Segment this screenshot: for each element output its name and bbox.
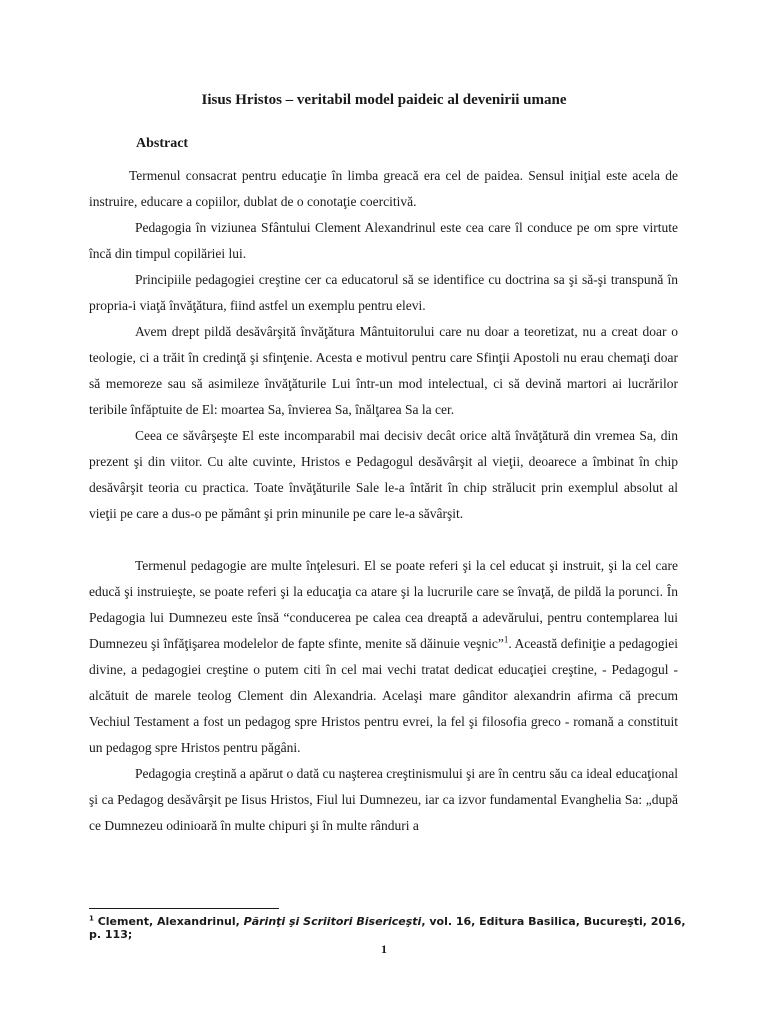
footnote-book-title: Părinţi şi Scriitori Bisericeşti bbox=[243, 915, 422, 928]
paragraph: Avem drept pildă desăvârşită învăţătura Mântuitorului care nu doar a teoretizat, nu a creat doar o teologie, ci a trăit în credinţă şi sfinţenie. Acesta e motivul pentru care Sfinţii Apostoli nu erau chemaţi doar să memoreze sau să asimileze învăţăturile Lui într-un mod intelectual, ci să devină martori ai lucrărilor teribile înfăptuite de El: moartea Sa, învierea Sa, înălţarea Sa la cer. bbox=[89, 324, 678, 417]
paragraph-text: . Această definiţie a pedagogiei divine, a pedagogiei creştine o putem citi în cel mai vechi tratat dedicat educaţiei creştine, - Pedagogul - alcătuit de marele teolog Clement din Alexandria. Acelaşi mare gânditor alexandrin afirma că precum Vechiul Testament a fost un pedagog spre Hristos pentru evrei, la fel şi filosofia greco - romană a constituit un pedagog spre Hristos pentru păgâni. bbox=[89, 636, 678, 755]
footnote-text: Clement, Alexandrinul, bbox=[93, 915, 244, 928]
footnote-number: 1 bbox=[89, 914, 94, 923]
document-title: Iisus Hristos – veritabil model paideic al devenirii umane bbox=[201, 92, 567, 108]
paragraph: Pedagogia creştină a apărut o dată cu naşterea creştinismului şi are în centru său ca ideal educaţional şi ca Pedagog desăvârşit pe Iisus Hristos, Fiul lui Dumnezeu, iar ca izvor fundamental Evanghelia Sa: „după ce Dumnezeu odinioară în multe chipuri şi în multe rânduri a bbox=[89, 766, 678, 833]
paragraph: Pedagogia în viziunea Sfântului Clement Alexandrinul este cea care îl conduce pe om spre virtute încă din timpul copilăriei lui. bbox=[89, 220, 678, 261]
footnote-reference[interactable]: 1 bbox=[503, 634, 509, 645]
document-body bbox=[89, 163, 678, 839]
page-number: 1 bbox=[381, 942, 387, 956]
paragraph: Termenul consacrat pentru educaţie în limba greacă era cel de paidea. Sensul iniţial este acela de instruire, educare a copiilor, dublat de o conotaţie coercitivă. bbox=[89, 168, 678, 209]
paragraph-text: Termenul pedagogie are multe înţelesuri. El se poate referi şi la cel educat şi instruit, şi la cel care educă şi instruieşte, se poate referi şi la educaţia ca atare şi la lucrurile care se învaţă, de pildă la porunci. În Pedagogia lui Dumnezeu este însă “conducerea pe calea cea dreaptă a adevărului, pentru contemplarea lui Dumnezeu şi înfăţişarea modelelor de fapte sfinte, menite să dăinuie veşnic” bbox=[89, 558, 678, 651]
paragraph: Ceea ce săvârşeşte El este incomparabil mai decisiv decât orice altă învăţătură din vremea Sa, din prezent şi din viitor. Cu alte cuvinte, Hristos e Pedagogul desăvârşit al vieţii, deoarece a îmbinat în chip desăvârşit teoria cu practica. Toate învăţăturile Sale le-a întărit în chip strălucit prin exemplul absolut al vieţii pe care a dus-o pe pământ şi prin minunile pe care le-a săvârşit. bbox=[89, 428, 678, 521]
paragraph: Principiile pedagogiei creştine cer ca educatorul să se identifice cu doctrina sa şi să-şi transpună în propria-i viaţă învăţătura, fiind astfel un exemplu pentru elevi. bbox=[89, 272, 678, 313]
footnote bbox=[89, 915, 689, 941]
abstract-heading: Abstract bbox=[136, 136, 189, 151]
footnote-text: , vol. 16, Editura Basilica, Bucureşti, 2016, p. 113; bbox=[89, 915, 686, 941]
paragraph-with-footnote bbox=[89, 553, 678, 761]
footnote-separator bbox=[89, 908, 279, 909]
